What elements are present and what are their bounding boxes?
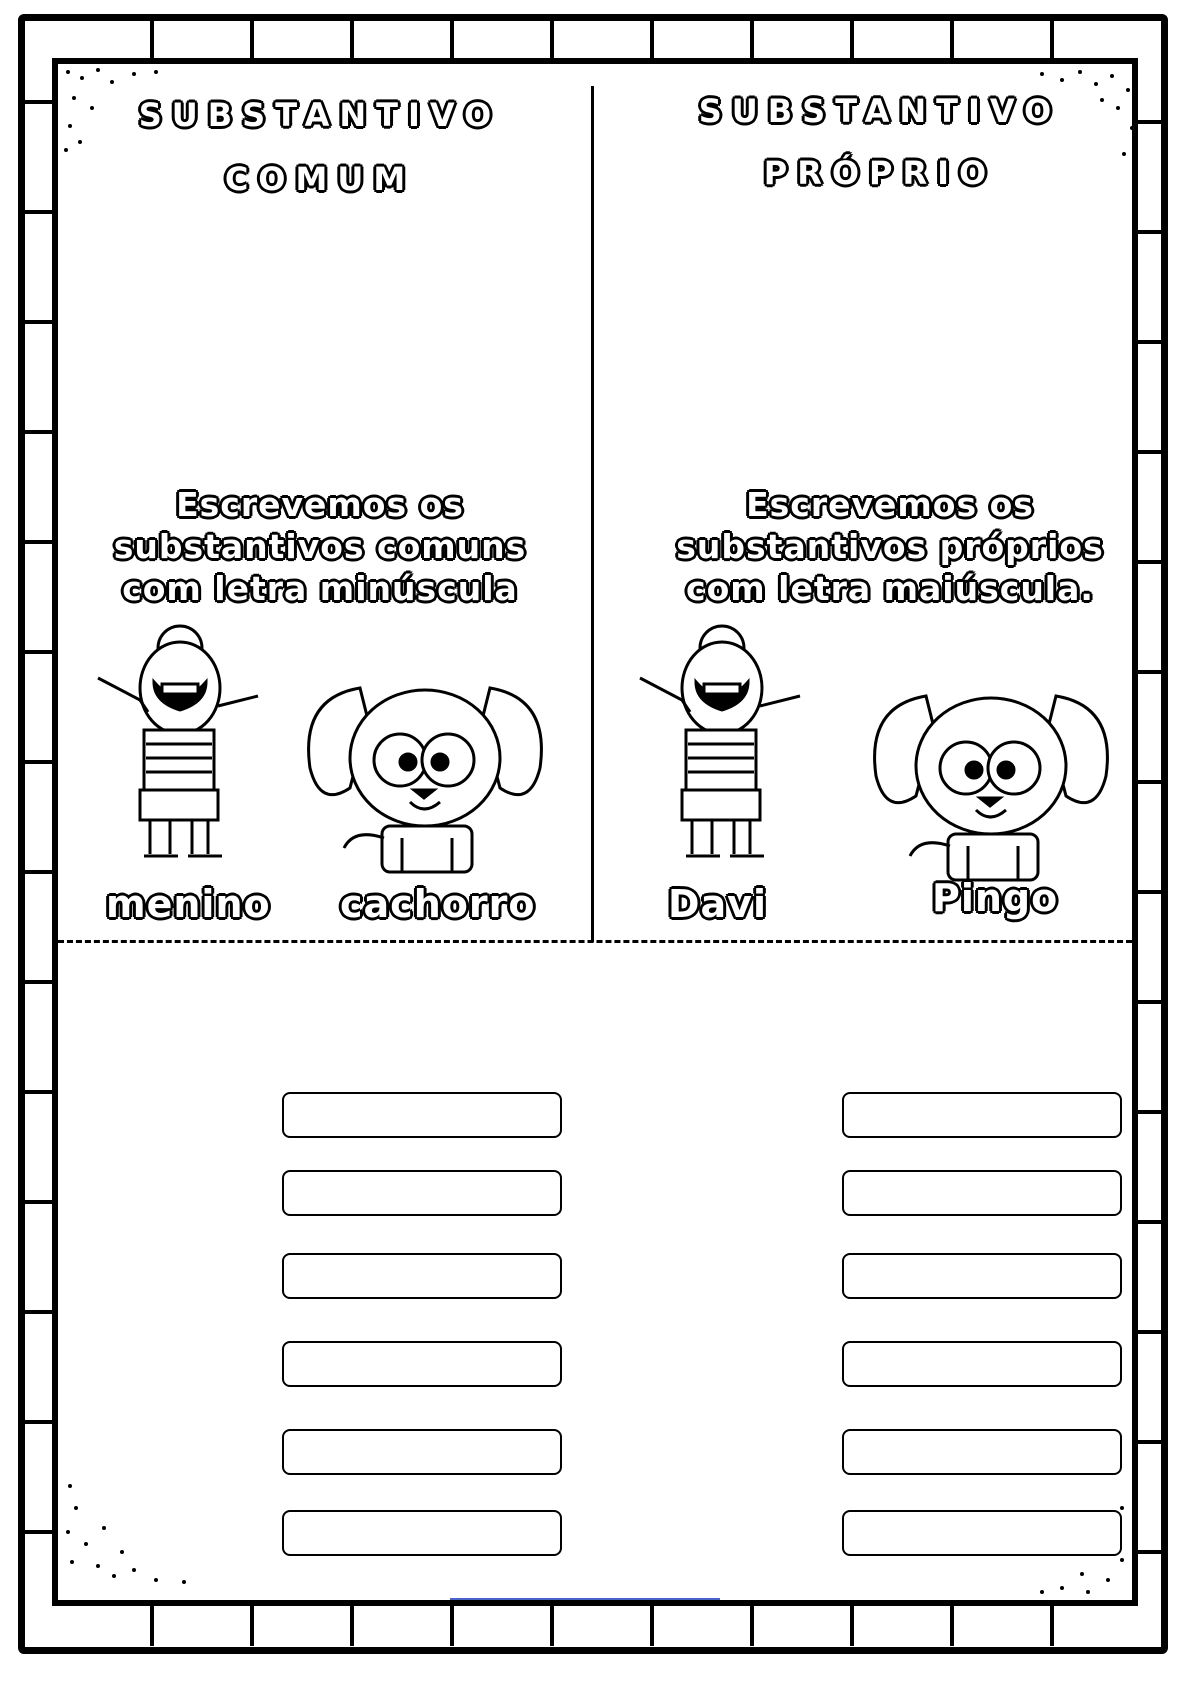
right-word-2: Pingo (932, 876, 1059, 920)
corner-dots-bottom-left (62, 1480, 202, 1590)
left-answer-box[interactable] (282, 1341, 562, 1387)
right-answer-box[interactable] (842, 1170, 1122, 1216)
right-title-line2: PRÓPRIO (763, 154, 997, 192)
frame-tick (20, 870, 56, 874)
frame-tick (650, 1600, 654, 1646)
left-answer-box[interactable] (282, 1429, 562, 1475)
frame-tick (150, 18, 154, 62)
left-answer-box[interactable] (282, 1170, 562, 1216)
left-word-1: menino (106, 882, 271, 926)
frame-tick (1134, 1000, 1162, 1004)
frame-tick (250, 1600, 254, 1646)
fold-line (58, 940, 1132, 943)
scan-line (450, 1598, 720, 1600)
left-word-2: cachorro (340, 882, 536, 926)
frame-tick (950, 1600, 954, 1646)
frame-tick (350, 1600, 354, 1646)
frame-tick (1050, 1600, 1054, 1646)
right-answer-box[interactable] (842, 1510, 1122, 1556)
frame-tick (20, 430, 56, 434)
left-description: Escrevemos os substantivos comuns com letra minúscula (113, 485, 527, 608)
frame-tick (1134, 1330, 1162, 1334)
frame-tick (20, 540, 56, 544)
left-answer-box[interactable] (282, 1092, 562, 1138)
frame-tick (550, 18, 554, 62)
frame-tick (350, 18, 354, 62)
left-title-line2: COMUM (224, 160, 416, 198)
frame-tick (1134, 780, 1162, 784)
frame-tick (20, 980, 56, 984)
frame-tick (750, 1600, 754, 1646)
frame-tick (650, 18, 654, 62)
left-answer-box[interactable] (282, 1510, 562, 1556)
frame-tick (20, 1530, 56, 1534)
frame-tick (1050, 18, 1054, 62)
right-answer-box[interactable] (842, 1341, 1122, 1387)
frame-tick (1134, 1440, 1162, 1444)
right-description: Escrevemos os substantivos próprios com letra maiúscula. (676, 485, 1104, 608)
right-word-1: Davi (668, 882, 767, 926)
frame-tick (20, 760, 56, 764)
frame-tick (1134, 230, 1162, 234)
frame-tick (550, 1600, 554, 1646)
frame-tick (1134, 890, 1162, 894)
frame-tick (450, 18, 454, 62)
frame-tick (750, 18, 754, 62)
frame-tick (1134, 1220, 1162, 1224)
frame-tick (20, 1420, 56, 1424)
frame-tick (250, 18, 254, 62)
frame-tick (20, 650, 56, 654)
right-answer-box[interactable] (842, 1429, 1122, 1475)
frame-tick (20, 210, 56, 214)
frame-tick (1134, 450, 1162, 454)
frame-tick (20, 1310, 56, 1314)
boy-illustration (88, 620, 268, 870)
right-answer-box[interactable] (842, 1092, 1122, 1138)
frame-tick (1134, 560, 1162, 564)
frame-tick (450, 1600, 454, 1646)
column-divider (591, 86, 594, 942)
left-answer-box[interactable] (282, 1253, 562, 1299)
left-title-line1: SUBSTANTIVO (138, 96, 502, 134)
frame-tick (950, 18, 954, 62)
right-answer-box[interactable] (842, 1253, 1122, 1299)
frame-tick (850, 18, 854, 62)
dog-illustration (300, 678, 560, 878)
frame-tick (1134, 670, 1162, 674)
frame-tick (20, 320, 56, 324)
frame-tick (1134, 1110, 1162, 1114)
frame-tick (850, 1600, 854, 1646)
dog-illustration-pingo (866, 686, 1126, 886)
boy-illustration-davi (630, 620, 810, 870)
frame-tick (20, 1200, 56, 1204)
frame-tick (1134, 340, 1162, 344)
frame-tick (20, 1090, 56, 1094)
frame-tick (150, 1600, 154, 1646)
frame-tick (20, 100, 56, 104)
right-title-line1: SUBSTANTIVO (698, 92, 1062, 130)
